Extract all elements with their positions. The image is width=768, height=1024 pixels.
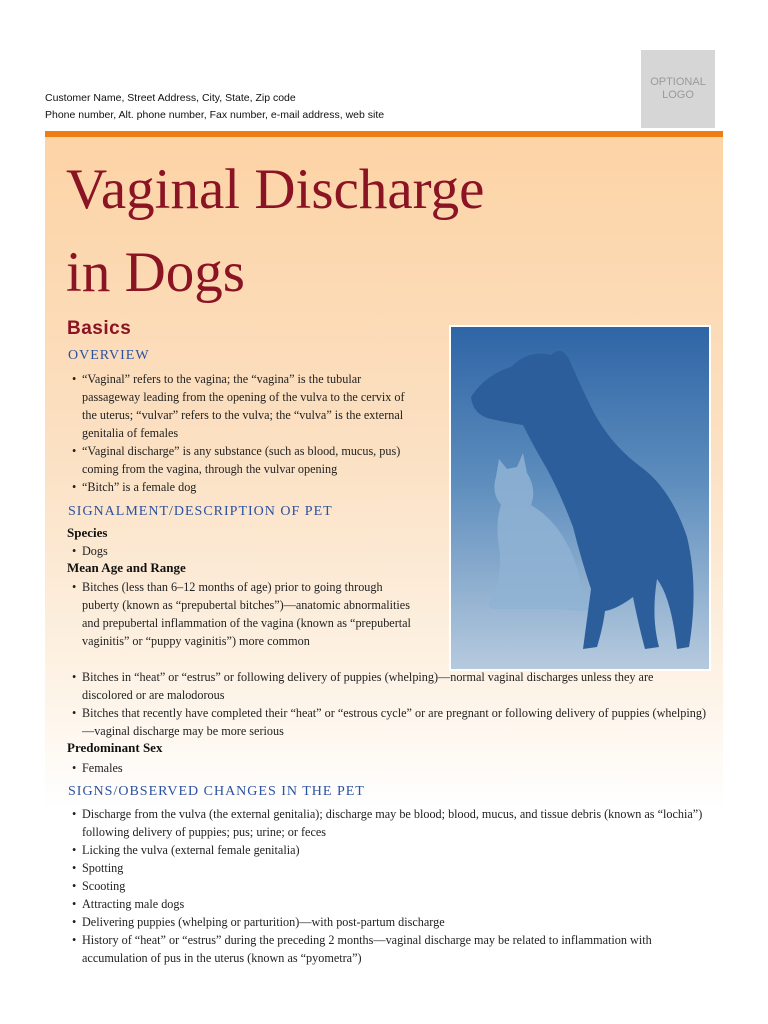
- signalment-heading: SIGNALMENT/DESCRIPTION OF PET: [68, 504, 333, 519]
- signs-list: [67, 805, 707, 967]
- sex-list: [67, 759, 419, 777]
- list-item: • Licking the vulva (external female genitalia): [67, 841, 707, 859]
- list-item: • Delivering puppies (whelping or parturition)—with post-partum discharge: [67, 913, 707, 931]
- list-item: • Bitches in “heat” or “estrus” or following delivery of puppies (whelping)—normal vaginal discharges unless they are discolored or are malodorous: [67, 668, 707, 704]
- contact-line-2: Phone number, Alt. phone number, Fax number, e-mail address, web site: [45, 109, 385, 121]
- age-list-narrow: [67, 578, 419, 650]
- page-title: [66, 148, 484, 314]
- contact-line-1: Customer Name, Street Address, City, State, Zip code: [45, 92, 296, 104]
- dog-cat-silhouette-image: [449, 325, 711, 671]
- title-line-2: in Dogs: [66, 241, 245, 304]
- list-item: • Bitches that recently have completed their “heat” or “estrous cycle” or are pregnant or following delivery of puppies (whelping)—vaginal discharge may be more serious: [67, 704, 707, 740]
- list-item: • History of “heat” or “estrus” during the preceding 2 months—vaginal discharge may be related to inflammation with accumulation of pus in the uterus (known as “pyometra”): [67, 931, 707, 967]
- list-item: • Females: [67, 759, 419, 777]
- sex-label: Predominant Sex: [67, 740, 163, 755]
- list-item: • “Bitch” is a female dog: [67, 478, 419, 496]
- logo-placeholder: [641, 50, 715, 128]
- list-item: • Bitches (less than 6–12 months of age) prior to going through puberty (known as “prepubertal bitches”)—anatomic abnormalities and prepubertal inflammation of the vagina (known as “prepubertal vaginitis” or “puppy vaginitis”) more common: [67, 578, 419, 650]
- basics-heading: Basics: [67, 318, 132, 339]
- age-label: Mean Age and Range: [67, 560, 186, 575]
- contact-info: [45, 90, 384, 124]
- list-item: • Discharge from the vulva (the external genitalia); discharge may be blood; blood, mucus, and tissue debris (known as “lochia”) following delivery of puppies; pus; urine; or feces: [67, 805, 707, 841]
- overview-list: [67, 370, 419, 496]
- list-item: • “Vaginal discharge” is any substance (such as blood, mucus, pus) coming from the vagina, through the vulvar opening: [67, 442, 419, 478]
- list-item: • “Vaginal” refers to the vagina; the “vagina” is the tubular passageway leading from the opening of the vulva to the cervix of the uterus; “vulvar” refers to the vulva; the “vulva” is the external genitalia of females: [67, 370, 419, 442]
- logo-text-2: LOGO: [662, 89, 694, 101]
- species-label: Species: [67, 525, 108, 540]
- list-item: • Scooting: [67, 877, 707, 895]
- logo-text-1: OPTIONAL: [650, 76, 706, 88]
- overview-heading: OVERVIEW: [68, 348, 150, 363]
- list-item: • Dogs: [67, 542, 419, 560]
- species-list: [67, 542, 419, 560]
- title-line-1: Vaginal Discharge: [66, 158, 485, 221]
- list-item: • Attracting male dogs: [67, 895, 707, 913]
- signs-heading: SIGNS/OBSERVED CHANGES IN THE PET: [68, 784, 365, 799]
- panel-accent-bar: [45, 131, 723, 137]
- list-item: • Spotting: [67, 859, 707, 877]
- age-list-wide: [67, 668, 707, 740]
